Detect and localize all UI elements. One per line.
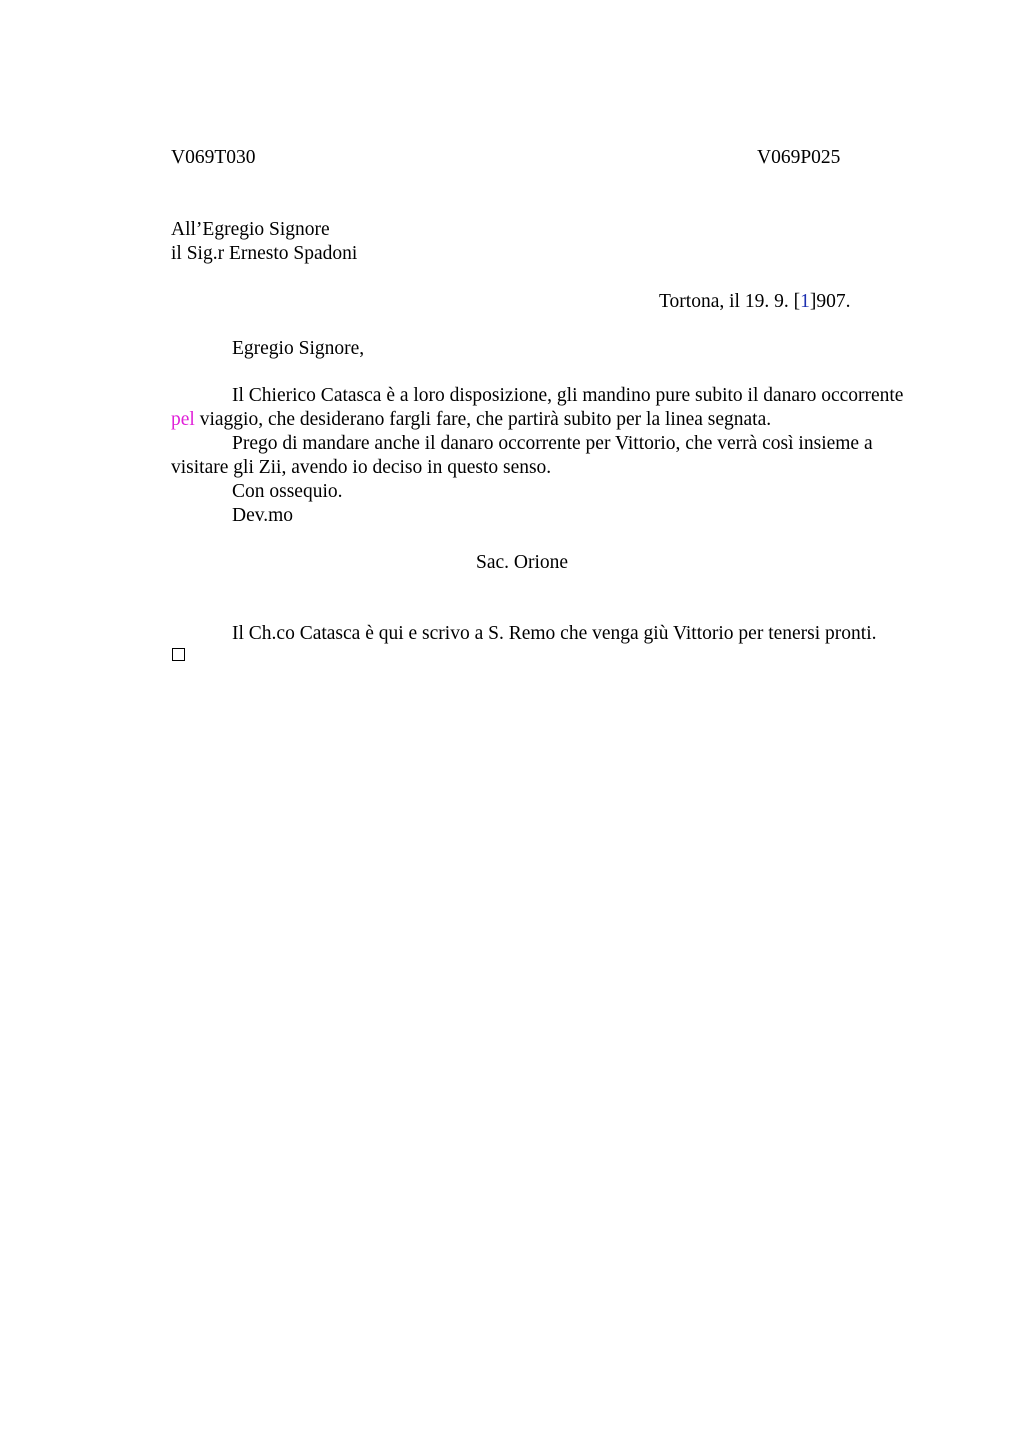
date-suffix: ]907. <box>809 291 851 312</box>
body-paragraph-1 <box>171 384 931 432</box>
body-p1-highlight: pel <box>171 409 195 430</box>
salutation: Egregio Signore, <box>232 338 365 359</box>
document-code-left: V069T030 <box>171 147 256 168</box>
date-prefix: Tortona, il 19. 9. [ <box>659 291 801 312</box>
body-p1-before: Il Chierico Catasca è a loro disposizione, gli mandino pure subito il danaro occorrente <box>232 385 904 406</box>
address-line-1: All’Egregio Signore <box>171 219 330 240</box>
body-p1-after: viaggio, che desiderano fargli fare, che partirà subito per la linea segnata. <box>194 409 772 430</box>
postscript: Il Ch.co Catasca è qui e scrivo a S. Remo che venga giù Vittorio per tenersi pronti. <box>232 623 877 644</box>
date-bracket-digit: 1 <box>800 291 810 312</box>
closing-regards: Con ossequio. <box>232 481 343 502</box>
body-paragraph-2: Prego di mandare anche il danaro occorrente per Vittorio, che verrà così insieme a visitare gli Zii, avendo io deciso in questo senso. <box>171 433 873 478</box>
signature: Sac. Orione <box>476 552 569 573</box>
document-code-right: V069P025 <box>757 147 841 168</box>
date-line <box>659 290 850 314</box>
address-line-2: il Sig.r Ernesto Spadoni <box>171 243 358 264</box>
checkbox-square-icon <box>172 648 185 661</box>
closing-devoted: Dev.mo <box>232 505 294 526</box>
